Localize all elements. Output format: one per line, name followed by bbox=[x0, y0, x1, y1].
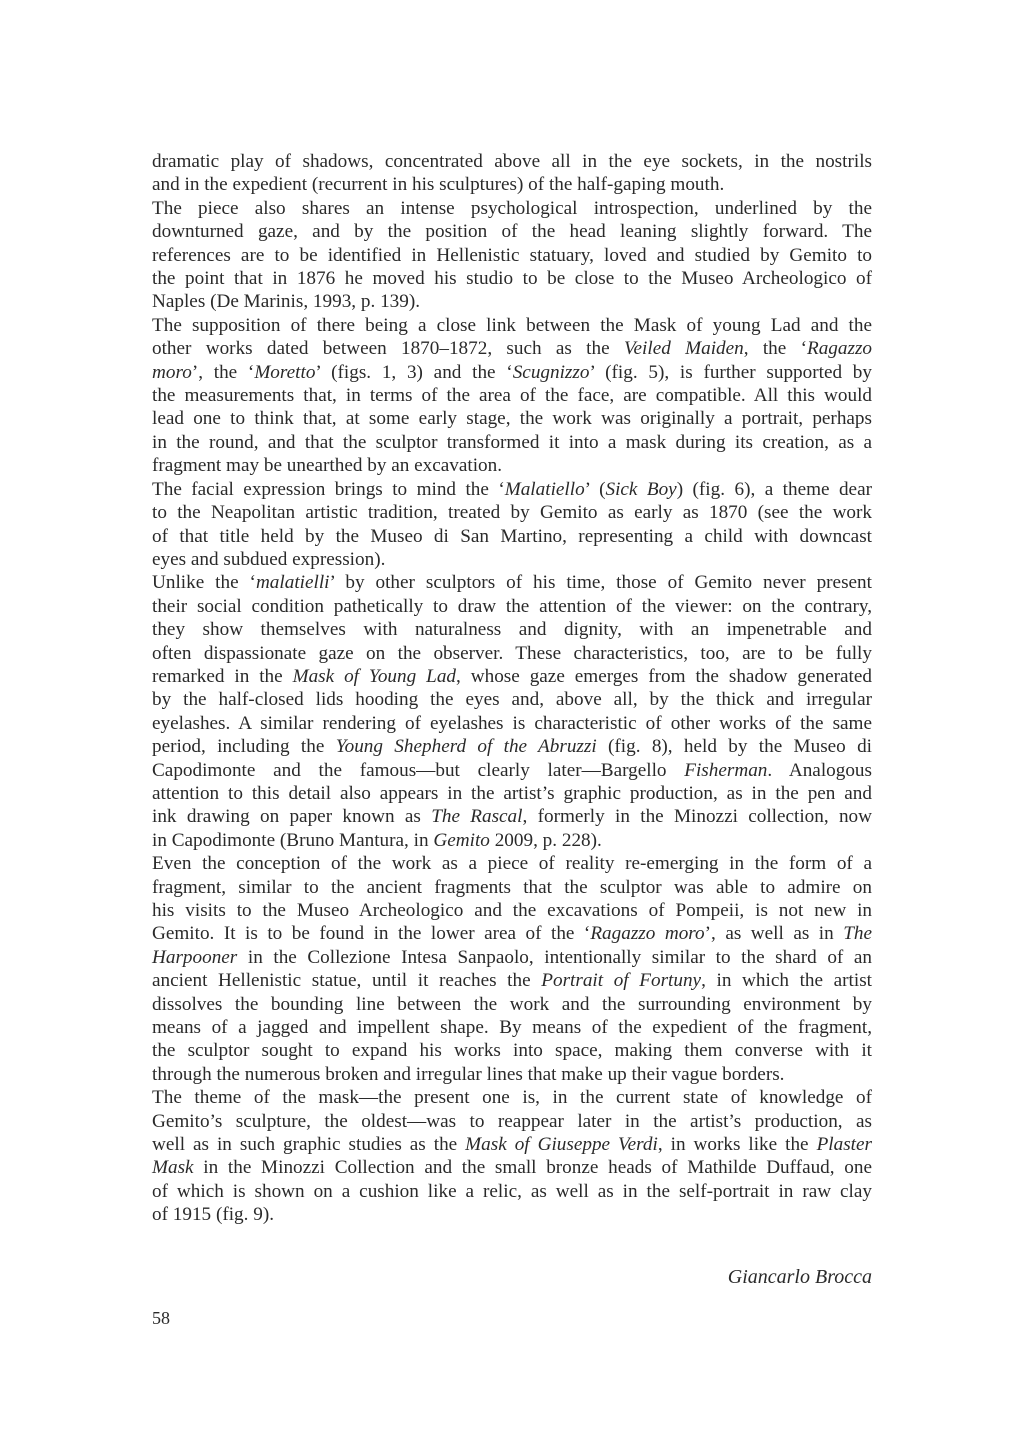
text-run: ink drawing on paper known as bbox=[152, 806, 432, 828]
text-run: period, including the bbox=[152, 736, 336, 758]
italic-title: Malatiello bbox=[504, 478, 585, 500]
page-number: 58 bbox=[152, 1308, 170, 1328]
text-line bbox=[152, 993, 872, 1016]
text-run: Naples (De Marinis, 1993, p. 139). bbox=[152, 291, 421, 313]
text-line bbox=[152, 314, 872, 337]
text-run: the measurements that, in terms of the area of the face, are compatible. All this would bbox=[152, 385, 872, 407]
text-line bbox=[152, 1063, 872, 1086]
text-run: Unlike the ‘ bbox=[152, 572, 256, 594]
text-run: their social condition pathetically to draw the attention of the viewer: on the contrary, bbox=[152, 595, 872, 617]
text-line bbox=[152, 407, 872, 430]
italic-title: Veiled Maiden bbox=[623, 338, 744, 360]
text-run: ancient Hellenistic statue, until it reaches the bbox=[152, 970, 542, 992]
text-line bbox=[152, 899, 872, 922]
text-line bbox=[152, 361, 872, 384]
text-run: (fig. 8), held by the Museo di bbox=[596, 736, 873, 758]
text-run: Gemito’s sculpture, the oldest—was to reappear later in the artist’s production, as bbox=[152, 1110, 872, 1132]
text-line bbox=[152, 244, 872, 267]
text-run: The piece also shares an intense psychological introspection, underlined by the bbox=[152, 197, 872, 219]
text-run: and in the expedient (recurrent in his sculptures) of the half-gaping mouth. bbox=[152, 174, 725, 196]
text-line bbox=[152, 688, 872, 711]
text-run: they show themselves with naturalness and dignity, with an impenetrable and bbox=[152, 619, 872, 641]
text-line bbox=[152, 1156, 872, 1179]
text-line bbox=[152, 525, 872, 548]
text-run: The theme of the mask—the present one is, in the current state of knowledge of bbox=[152, 1087, 872, 1109]
text-line bbox=[152, 454, 872, 477]
text-line bbox=[152, 478, 872, 501]
text-line bbox=[152, 1110, 872, 1133]
text-line bbox=[152, 829, 872, 852]
text-line bbox=[152, 969, 872, 992]
text-line bbox=[152, 922, 872, 945]
paragraph bbox=[152, 852, 872, 1086]
text-line bbox=[152, 642, 872, 665]
text-line bbox=[152, 1203, 872, 1226]
italic-title: The bbox=[843, 923, 872, 945]
text-run: Gemito. It is to be found in the lower area of the ‘ bbox=[152, 923, 591, 945]
text-run: his visits to the Museo Archeologico and the excavations of Pompeii, is not new in bbox=[152, 900, 872, 921]
text-run: of 1915 (fig. 9). bbox=[152, 1204, 275, 1226]
text-line bbox=[152, 618, 872, 641]
text-line bbox=[152, 290, 872, 313]
paragraph bbox=[152, 571, 872, 852]
text-run: eyes and subdued expression). bbox=[152, 548, 386, 570]
italic-title: Scugnizzo bbox=[512, 361, 590, 383]
text-run: ’ by other sculptors of his time, those of Gemito never present bbox=[329, 572, 872, 594]
text-line bbox=[152, 501, 872, 524]
text-run: by the half-closed lids hooding the eyes and, above all, by the thick and irregular bbox=[152, 689, 872, 711]
text-line bbox=[152, 1039, 872, 1062]
text-line bbox=[152, 337, 872, 360]
text-run: , whose gaze emerges from the shadow generated bbox=[456, 665, 872, 687]
text-run: The supposition of there being a close link between the Mask of young Lad and the bbox=[152, 314, 872, 336]
paragraph bbox=[152, 478, 872, 572]
text-run: in the round, and that the sculptor transformed it into a mask during its creation, as a bbox=[152, 431, 872, 453]
text-run: of that title held by the Museo di San Martino, representing a child with downcast bbox=[152, 525, 872, 547]
text-run: , in works like the bbox=[657, 1134, 817, 1156]
text-line bbox=[152, 1086, 872, 1109]
text-run: Even the conception of the work as a piece of reality re-emerging in the form of a bbox=[152, 853, 872, 875]
text-line bbox=[152, 946, 872, 969]
text-line bbox=[152, 220, 872, 243]
text-run: 2009, p. 228). bbox=[489, 829, 602, 851]
document-body bbox=[152, 150, 872, 1227]
paragraph bbox=[152, 150, 872, 197]
italic-title: Harpooner bbox=[152, 946, 238, 968]
text-line bbox=[152, 431, 872, 454]
text-line bbox=[152, 595, 872, 618]
text-line bbox=[152, 150, 872, 173]
text-run: Capodimonte and the famous—but clearly later—Bargello bbox=[152, 759, 685, 781]
text-run: . Analogous bbox=[767, 759, 872, 781]
text-line bbox=[152, 571, 872, 594]
text-run: eyelashes. A similar rendering of eyelashes is characteristic of other works of the same bbox=[152, 712, 872, 734]
text-run: downturned gaze, and by the position of the head leaning slightly forward. The bbox=[152, 221, 872, 243]
text-line bbox=[152, 735, 872, 758]
italic-title: Portrait of Fortuny bbox=[541, 970, 702, 992]
text-line bbox=[152, 384, 872, 407]
italic-title: The Rascal bbox=[431, 806, 523, 828]
text-run: means of a jagged and impellent shape. By means of the expedient of the fragment, bbox=[152, 1017, 872, 1039]
text-line bbox=[152, 852, 872, 875]
text-run: of which is shown on a cushion like a relic, as well as in the self-portrait in raw clay bbox=[152, 1180, 872, 1202]
italic-title: Mask bbox=[152, 1157, 194, 1179]
text-run: ’ ( bbox=[584, 478, 606, 500]
italic-title: Gemito bbox=[433, 829, 490, 851]
text-run: references are to be identified in Hellenistic statuary, loved and studied by Gemito to bbox=[152, 244, 872, 266]
text-run: ’ (figs. 1, 3) and the ‘ bbox=[315, 361, 513, 383]
text-run: , formerly in the Minozzi collection, now bbox=[522, 806, 873, 828]
text-run: fragment, similar to the ancient fragments that the sculptor was able to admire on bbox=[152, 876, 872, 898]
italic-title: malatielli bbox=[255, 572, 330, 594]
text-run: the point that in 1876 he moved his studio to be close to the Museo Archeologico of bbox=[152, 268, 872, 290]
text-line bbox=[152, 876, 872, 899]
text-run: lead one to think that, at some early stage, the work was originally a portrait, perhaps bbox=[152, 408, 872, 430]
text-run: ) (fig. 6), a theme dear bbox=[676, 478, 872, 500]
author-signature: Giancarlo Brocca bbox=[727, 1266, 872, 1288]
text-line bbox=[152, 805, 872, 828]
italic-title: moro bbox=[152, 361, 192, 383]
text-run: dissolves the bounding line between the work and the surrounding environment by bbox=[152, 993, 872, 1015]
text-line bbox=[152, 267, 872, 290]
text-run: to the Neapolitan artistic tradition, treated by Gemito as early as 1870 (see the work bbox=[152, 502, 872, 524]
text-run: , in which the artist bbox=[701, 970, 872, 992]
text-run: often dispassionate gaze on the observer. These characteristics, too, are to be fully bbox=[152, 642, 872, 664]
italic-title: Fisherman bbox=[684, 759, 768, 781]
text-line bbox=[152, 782, 872, 805]
text-line bbox=[152, 1180, 872, 1203]
text-run: the sculptor sought to expand his works into space, making them converse with it bbox=[152, 1040, 872, 1062]
text-run: ’, the ‘ bbox=[191, 361, 255, 383]
paragraph bbox=[152, 1086, 872, 1226]
italic-title: Young Shepherd of the Abruzzi bbox=[335, 736, 597, 758]
text-run: ’ (fig. 5), is further supported by bbox=[589, 361, 872, 383]
text-line bbox=[152, 548, 872, 571]
text-run: , the ‘ bbox=[743, 338, 807, 360]
text-line bbox=[152, 759, 872, 782]
paragraph bbox=[152, 197, 872, 314]
text-line bbox=[152, 173, 872, 196]
text-line bbox=[152, 712, 872, 735]
italic-title: Mask of Young Lad bbox=[292, 665, 457, 687]
text-run: fragment may be unearthed by an excavation. bbox=[152, 455, 503, 477]
paragraph bbox=[152, 314, 872, 478]
text-run: in the Minozzi Collection and the small bronze heads of Mathilde Duffaud, one bbox=[193, 1157, 872, 1179]
text-run: dramatic play of shadows, concentrated above all in the eye sockets, in the nostrils bbox=[152, 151, 872, 172]
italic-title: Mask of Giuseppe Verdi bbox=[465, 1134, 658, 1156]
text-run: in Capodimonte (Bruno Mantura, in bbox=[152, 829, 434, 851]
italic-title: Ragazzo bbox=[806, 338, 872, 360]
text-run: The facial expression brings to mind the ‘ bbox=[152, 478, 505, 500]
italic-title: Plaster bbox=[816, 1134, 872, 1156]
italic-title: Moretto bbox=[254, 361, 316, 383]
text-run: remarked in the bbox=[152, 665, 293, 687]
text-line bbox=[152, 1016, 872, 1039]
text-run: well as in such graphic studies as the bbox=[152, 1134, 466, 1156]
text-line bbox=[152, 1133, 872, 1156]
text-line bbox=[152, 665, 872, 688]
italic-title: Sick Boy bbox=[605, 478, 677, 500]
text-run: other works dated between 1870–1872, such as the bbox=[152, 338, 624, 360]
text-run: in the Collezione Intesa Sanpaolo, intentionally similar to the shard of an bbox=[237, 946, 872, 968]
text-run: attention to this detail also appears in the artist’s graphic production, as in the pen and bbox=[152, 782, 872, 804]
text-line bbox=[152, 197, 872, 220]
text-run: through the numerous broken and irregular lines that make up their vague borders. bbox=[152, 1063, 785, 1085]
text-run: ’, as well as in bbox=[704, 923, 844, 945]
italic-title: Ragazzo moro bbox=[590, 923, 705, 945]
